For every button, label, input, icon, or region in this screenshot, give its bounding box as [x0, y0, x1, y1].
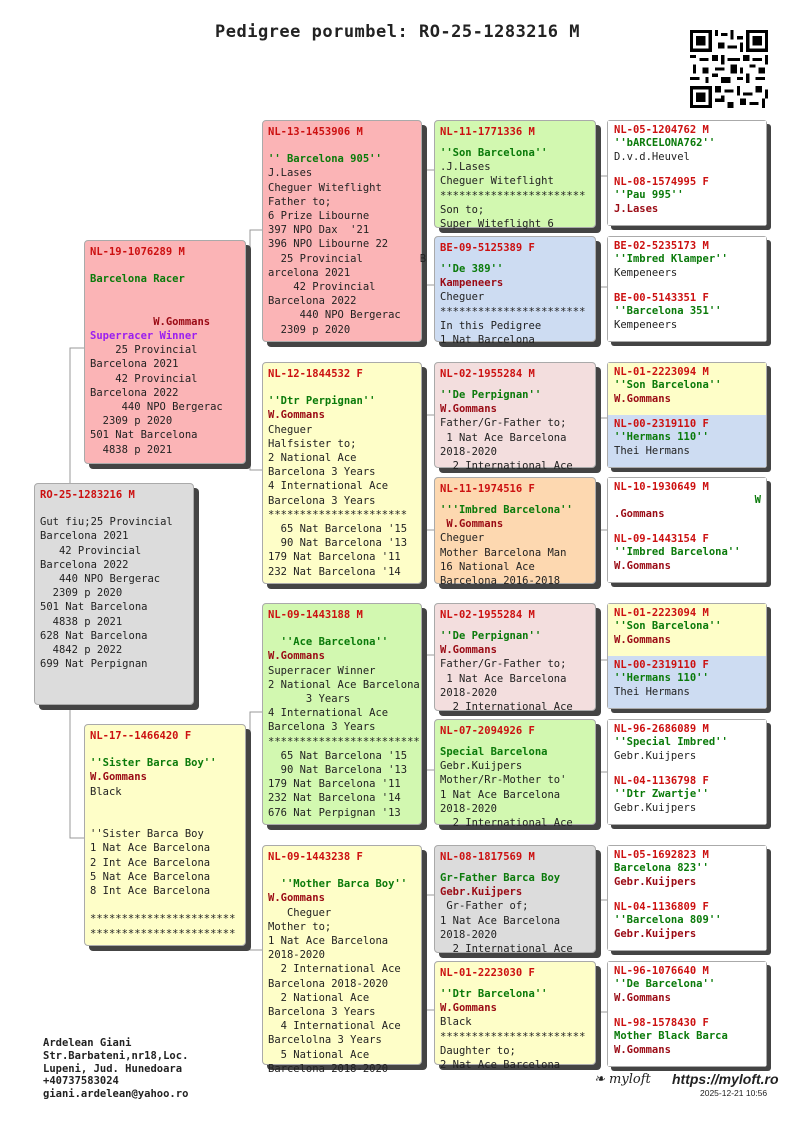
pigeon-name: '' Barcelona 905'' — [268, 153, 382, 166]
pigeon-card-g3[interactable] — [434, 845, 596, 956]
pigeon-name: ''De Perpignan'' — [440, 389, 542, 401]
pigeon-name: Barcelona 823'' — [614, 862, 709, 874]
pigeon-pair-g4 — [607, 961, 767, 1067]
note-line: 6 Prize Libourne — [268, 210, 370, 223]
note-line: Father/Gr-Father to; — [440, 417, 567, 430]
myloft-logo: ❧ myloft — [594, 1072, 651, 1087]
pigeon-name: ''Hermans 110'' — [614, 672, 709, 684]
pigeon-card-g4[interactable] — [608, 478, 766, 531]
spacer — [440, 621, 590, 629]
pigeon-card-g4[interactable] — [608, 720, 766, 773]
pigeon-pair-g4 — [607, 719, 767, 825]
owner: Kampeneers — [440, 277, 504, 290]
ring-number: NL-01-2223094 M — [614, 366, 709, 378]
owner: W.Gommans — [440, 644, 497, 657]
note-line: 676 Nat Perpignan '13 — [268, 806, 401, 819]
owner: Gebr.Kuijpers — [614, 876, 697, 889]
ring-number: NL-08-1574995 F — [614, 176, 709, 188]
pigeon-name: Special Barcelona — [440, 746, 548, 758]
owner: W.Gommans — [614, 634, 671, 647]
pigeon-name: Gr-Father Barca Boy — [440, 872, 561, 884]
note-line: Daughter to; — [440, 1044, 516, 1057]
note-line: Father/Gr-Father to; — [440, 658, 567, 671]
pigeon-pair-g4 — [607, 603, 767, 709]
pigeon-name: ''Dtr Perpignan'' — [268, 395, 376, 408]
note-line: 2018-2020 — [440, 802, 497, 815]
ring-number: NL-11-1771336 M — [440, 126, 535, 138]
pigeon-name: ''De 389'' — [440, 263, 504, 275]
pigeon-name: ''Dtr Barcelona'' — [440, 988, 548, 1000]
owner: W.Gommans — [440, 1002, 497, 1015]
pigeon-name: ''Son Barcelona'' — [614, 379, 722, 391]
pigeon-card-mf[interactable] — [262, 603, 422, 825]
spacer — [440, 863, 590, 871]
note-line: Cheguer Witeflight — [268, 181, 382, 194]
note-line: 5 National Ace — [268, 1048, 370, 1061]
note-line — [90, 898, 240, 912]
pigeon-card-g3[interactable] — [434, 236, 596, 347]
spacer — [440, 979, 590, 987]
card-notes — [268, 166, 427, 336]
note-line: Barcelona 3 Years — [268, 466, 376, 479]
owner: Gebr.Kuijpers — [440, 886, 523, 899]
note-line: 699 Nat Perpignan — [40, 658, 148, 671]
note-line: 4 International Ace — [268, 480, 389, 493]
note-line: 1 Nat Ace Barcelona — [440, 672, 567, 685]
pigeon-card-g3[interactable] — [434, 477, 596, 588]
owner: W.Gommans — [614, 1044, 671, 1057]
note-line: 2 International Ace — [440, 817, 573, 830]
pigeon-card-g4[interactable] — [608, 898, 766, 950]
note-line: 16 National Ace — [440, 560, 535, 573]
note-line: 4838 p 2021 — [40, 615, 123, 628]
note-line: 501 Nat Barcelona — [40, 601, 148, 614]
ring-number: NL-09-1443238 F — [268, 851, 363, 863]
note-line: Cheguer — [268, 423, 313, 436]
note-line: Barcelona 2018-2020 — [268, 1062, 389, 1075]
pigeon-card-subject[interactable] — [34, 483, 194, 705]
ring-number: NL-09-1443188 M — [268, 609, 363, 621]
pigeon-card-g4[interactable] — [608, 237, 766, 290]
note-line: Thei Hermans — [614, 445, 690, 458]
pigeon-card-g4[interactable] — [608, 656, 766, 708]
note-line: ************************ — [268, 735, 420, 748]
note-line: 25 Provincial B — [268, 252, 427, 265]
note-line: Gebr.Kuijpers — [440, 760, 523, 773]
note-line: .J.Lases — [440, 161, 491, 174]
pigeon-card-g3[interactable] — [434, 961, 596, 1072]
ring-number: NL-04-1136809 F — [614, 901, 709, 913]
breeder-city: Lupeni, Jud. Hunedoara — [43, 1062, 183, 1075]
ring-number: NL-17--1466420 F — [90, 730, 192, 742]
note-line: 501 Nat Barcelona — [90, 429, 198, 442]
note-line: Halfsister to; — [268, 437, 357, 450]
note-line: *********************** — [90, 927, 236, 940]
pigeon-name: ''Son Barcelona'' — [440, 147, 548, 159]
note-line: Barcelona 2018-2020 — [268, 977, 389, 990]
note-line: Barcelona 3 Years — [268, 721, 376, 734]
note-line: Cheguer Witeflight — [440, 175, 554, 188]
owner: W.Gommans — [90, 771, 147, 784]
pigeon-card-g4[interactable] — [608, 772, 766, 824]
note-line: 2 International Ace — [268, 963, 401, 976]
pigeon-card-mother[interactable] — [84, 724, 246, 946]
ring-number: NL-19-1076289 M — [90, 246, 185, 258]
ring-number: NL-05-1692823 M — [614, 849, 709, 861]
spacer — [440, 138, 590, 146]
note-line: ''Sister Barca Boy — [90, 828, 204, 841]
owner: W.Gommans — [268, 650, 325, 663]
spacer — [440, 495, 590, 503]
note-line: 440 NPO Bergerac — [268, 309, 401, 322]
note-line: 2 Int Ace Barcelona — [90, 856, 211, 869]
card-notes — [268, 423, 416, 579]
owner: J.Lases — [614, 203, 659, 216]
pigeon-name: ''Son Barcelona'' — [614, 620, 722, 632]
note-line: Barcelona 3 Years — [268, 494, 376, 507]
ring-number: NL-02-1955284 M — [440, 368, 535, 380]
ring-number: NL-04-1136798 F — [614, 775, 709, 787]
pigeon-name: ''Ace Barcelona'' — [268, 636, 389, 649]
note-line: 4842 p 2022 — [40, 644, 123, 657]
ring-number: NL-13-1453906 M — [268, 126, 363, 138]
ring-number: BE-02-5235173 M — [614, 240, 709, 252]
note-line: 2 International Ace — [440, 460, 573, 473]
pigeon-card-g3[interactable] — [434, 120, 596, 231]
note-line: Cheguer — [440, 532, 485, 545]
pigeon-card-g4[interactable] — [608, 121, 766, 174]
pigeon-name: Mother Black Barca — [614, 1030, 728, 1042]
breeder-name: Ardelean Giani — [43, 1037, 132, 1049]
owner: .Gommans — [614, 508, 665, 521]
card-notes — [90, 343, 240, 457]
note-line — [90, 813, 240, 827]
owner: Gebr.Kuijpers — [614, 928, 697, 941]
note-line: 2018-2020 — [268, 949, 325, 962]
note-line: *********************** — [440, 189, 586, 202]
owner: W.Gommans — [90, 315, 211, 328]
note-line: 2018-2020 — [440, 928, 497, 941]
ring-number: NL-96-1076640 M — [614, 965, 709, 977]
note-line: 396 NPO Libourne 22 — [268, 238, 389, 251]
spacer — [440, 380, 590, 388]
pigeon-name: ''Imbred Barcelona'' — [614, 546, 741, 558]
owner: W.Gommans — [440, 403, 497, 416]
pigeon-name: ''Special Imbred'' — [614, 736, 728, 748]
note-line: 2 National Ace — [268, 991, 370, 1004]
pigeon-name: ''Sister Barca Boy'' — [90, 757, 217, 770]
pigeon-card-g4[interactable] — [608, 415, 766, 467]
note-line: In this Pedigree — [440, 319, 542, 332]
note-line: 90 Nat Barcelona '13 — [268, 537, 408, 550]
note-line: Son to; — [440, 203, 485, 216]
ring-number: NL-98-1578430 F — [614, 1017, 709, 1029]
pigeon-name: ''Barcelona 809'' — [614, 914, 722, 926]
note-line: Superracer Winner — [268, 664, 376, 677]
note-line: 2018-2020 — [440, 686, 497, 699]
pigeon-name: ''Imbred Klamper'' — [614, 253, 728, 265]
note-line: 232 Nat Barcelona '14 — [268, 565, 401, 578]
note-line: Cheguer — [440, 291, 485, 304]
note-line: 179 Nat Barcelona '11 — [268, 778, 401, 791]
pigeon-card-ff[interactable] — [262, 120, 427, 342]
pigeon-pair-g4 — [607, 845, 767, 951]
pigeon-card-g4[interactable] — [608, 173, 766, 225]
note-line: 1 Nat Ace Barcelona — [440, 788, 561, 801]
pigeon-pair-g4 — [607, 362, 767, 468]
note-line: 2018-2020 — [440, 445, 497, 458]
note-line: Gut fiu;25 Provincial — [40, 516, 173, 529]
note-line: Kempeneers — [614, 267, 678, 280]
pigeon-card-g3[interactable] — [434, 603, 596, 714]
ring-number: NL-01-2223094 M — [614, 607, 709, 619]
pigeon-card-mm[interactable] — [262, 845, 422, 1075]
note-line: 1 Nat Ace Barcelona — [90, 842, 211, 855]
ring-number: NL-00-2319110 F — [614, 659, 709, 671]
note-line: Super Witeflight 6 — [440, 218, 554, 231]
ring-number: NL-10-1930649 M — [614, 481, 709, 493]
note-line: D.v.d.Heuvel — [614, 151, 690, 164]
note-line: Mother/Rr-Mother to' — [440, 774, 567, 787]
pigeon-name: Barcelona Racer — [90, 273, 185, 286]
note-line: J.Lases — [268, 167, 313, 180]
ring-number: RO-25-1283216 M — [40, 489, 135, 501]
ring-number: NL-00-2319110 F — [614, 418, 709, 430]
breeder-address: Str.Barbateni,nr18,Loc. — [43, 1049, 189, 1062]
note-line: Black — [90, 785, 122, 798]
note-line: Barcelolna 3 Years — [268, 1034, 382, 1047]
owner: W.Gommans — [268, 892, 325, 905]
note-line: *********************** — [90, 913, 236, 926]
note-line: 1 Nat Ace Barcelona — [440, 431, 567, 444]
note-line: 440 NPO Bergerac — [40, 573, 161, 586]
note-line: Cheguer — [268, 906, 332, 919]
note-line: Gebr.Kuijpers — [614, 750, 697, 763]
owner: W.Gommans — [614, 393, 671, 406]
pigeon-card-g4[interactable] — [608, 530, 766, 582]
pigeon-name: ''De Barcelona'' — [614, 978, 716, 990]
site-link[interactable]: https://myloft.ro — [672, 1071, 779, 1087]
breeder-contact — [43, 1037, 188, 1101]
note-line: 2 International Ace — [440, 943, 573, 956]
note-line: Barcelona 2022 — [268, 295, 357, 308]
pigeon-name: ''bARCELONA762'' — [614, 137, 716, 149]
pigeon-pair-g4 — [607, 120, 767, 226]
spacer — [440, 737, 590, 745]
note-line: 440 NPO Bergerac — [90, 401, 223, 414]
pigeon-card-g4[interactable] — [608, 1014, 766, 1066]
note-line: 42 Provincial — [268, 281, 376, 294]
pigeon-card-g3[interactable] — [434, 719, 596, 830]
pigeon-card-g3[interactable] — [434, 362, 596, 473]
card-notes — [40, 515, 188, 671]
note-line: 2 National Ace — [268, 452, 357, 465]
note-line: Thei Hermans — [614, 686, 690, 699]
breeder-email[interactable]: giani.ardelean@yahoo.ro — [43, 1088, 189, 1101]
ring-number: NL-09-1443154 F — [614, 533, 709, 545]
note-line: 628 Nat Barcelona — [40, 629, 148, 642]
pigeon-pair-g4 — [607, 236, 767, 342]
note-line: Mother to; — [268, 920, 332, 933]
pigeon-name: ''De Perpignan'' — [440, 630, 542, 642]
pigeon-card-father[interactable] — [84, 240, 246, 464]
note-line: 2309 p 2020 — [40, 587, 123, 600]
pigeon-card-fm[interactable] — [262, 362, 422, 584]
pigeon-card-g4[interactable] — [608, 363, 766, 416]
note-line: 1 Nat Barcelona — [440, 334, 535, 347]
note-line: 65 Nat Barcelona '15 — [268, 523, 408, 536]
ring-number: NL-01-2223030 F — [440, 967, 535, 979]
ring-number: NL-07-2094926 F — [440, 725, 535, 737]
note-line: 5 Nat Ace Barcelona — [90, 870, 211, 883]
pigeon-card-g4[interactable] — [608, 962, 766, 1015]
pigeon-pair-g4 — [607, 477, 767, 583]
note-line: arcelona 2021 — [268, 266, 351, 279]
card-notes — [268, 906, 416, 1076]
note-line: 2309 p 2020 — [268, 323, 351, 336]
owner: W.Gommans — [268, 409, 325, 422]
card-notes — [90, 785, 240, 941]
ring-number: NL-11-1974516 F — [440, 483, 535, 495]
title-badge: Superracer Winner — [90, 330, 198, 343]
note-line: *********************** — [440, 305, 586, 318]
note-line: Barcelona 2022 — [90, 386, 179, 399]
note-line: Barcelona 2021 — [90, 358, 179, 371]
note-line: 179 Nat Barcelona '11 — [268, 551, 401, 564]
pigeon-name: '''Imbred Barcelona'' — [440, 504, 573, 516]
note-line: Mother Barcelona Man — [440, 546, 567, 559]
note-line — [90, 799, 240, 813]
note-line: 1 Nat Ace Barcelona — [268, 935, 389, 948]
note-line: 232 Nat Barcelona '14 — [268, 792, 401, 805]
note-line: 42 Provincial — [40, 544, 142, 557]
pigeon-card-g4[interactable] — [608, 604, 766, 657]
ring-number: BE-00-5143351 F — [614, 292, 709, 304]
note-line: 2 National Ace Barcelona — [268, 678, 420, 691]
pigeon-card-g4[interactable] — [608, 289, 766, 341]
note-line: Gr-Father of; — [440, 900, 529, 913]
note-line: 1 Nat Ace Barcelona — [440, 914, 561, 927]
note-line: 397 NPO Dax '21 — [268, 224, 370, 237]
ring-number: NL-96-2686089 M — [614, 723, 709, 735]
breeder-phone: +40737583024 — [43, 1075, 119, 1088]
note-line: Barcelona 2016-2018 — [440, 575, 561, 588]
note-line: 4 International Ace — [268, 707, 389, 720]
note-line: Black — [440, 1016, 472, 1029]
pigeon-name: ''Barcelona 351'' — [614, 305, 722, 317]
note-line: Barcelona 2021 — [40, 530, 129, 543]
note-line: Father to; — [268, 195, 332, 208]
pigeon-name: ''Hermans 110'' — [614, 431, 709, 443]
bird-icon: ❧ — [594, 1072, 605, 1087]
card-notes — [268, 664, 420, 820]
owner: W.Gommans — [614, 560, 671, 573]
pigeon-name: W — [754, 494, 761, 506]
ring-number: BE-09-5125389 F — [440, 242, 535, 254]
print-date: 2025-12-21 10:56 — [700, 1088, 768, 1098]
note-line: 2 Nat Ace Barcelona — [440, 1059, 561, 1072]
pigeon-name: ''Pau 995'' — [614, 189, 684, 201]
note-line: 2309 p 2020 — [90, 415, 173, 428]
ring-number: NL-12-1844532 F — [268, 368, 363, 380]
note-line: Barcelona 2022 — [40, 558, 129, 571]
note-line: 90 Nat Barcelona '13 — [268, 764, 408, 777]
note-line: 4838 p 2021 — [90, 443, 173, 456]
owner: W.Gommans — [440, 518, 504, 531]
note-line: ********************** — [268, 508, 408, 521]
note-line: 65 Nat Barcelona '15 — [268, 749, 408, 762]
spacer — [440, 254, 590, 262]
note-line: Barcelona 3 Years — [268, 1006, 376, 1019]
note-line: Gebr.Kuijpers — [614, 802, 697, 815]
owner: W.Gommans — [614, 992, 671, 1005]
note-line: Kempeneers — [614, 319, 678, 332]
note-line: *********************** — [440, 1030, 586, 1043]
note-line: 25 Provincial — [90, 344, 198, 357]
note-line: 42 Provincial — [90, 372, 198, 385]
note-line: 2 International Ace — [440, 701, 573, 714]
ring-number: NL-05-1204762 M — [614, 124, 709, 136]
note-line: 8 Int Ace Barcelona — [90, 885, 211, 898]
ring-number: NL-08-1817569 M — [440, 851, 535, 863]
note-line: 4 International Ace — [268, 1020, 401, 1033]
pigeon-name: ''Dtr Zwartje'' — [614, 788, 709, 800]
pigeon-card-g4[interactable] — [608, 846, 766, 899]
page-title: Pedigree porumbel: RO-25-1283216 M — [215, 22, 580, 42]
ring-number: NL-02-1955284 M — [440, 609, 535, 621]
pigeon-name: ''Mother Barca Boy'' — [268, 878, 408, 891]
note-line: 3 Years — [268, 693, 351, 706]
